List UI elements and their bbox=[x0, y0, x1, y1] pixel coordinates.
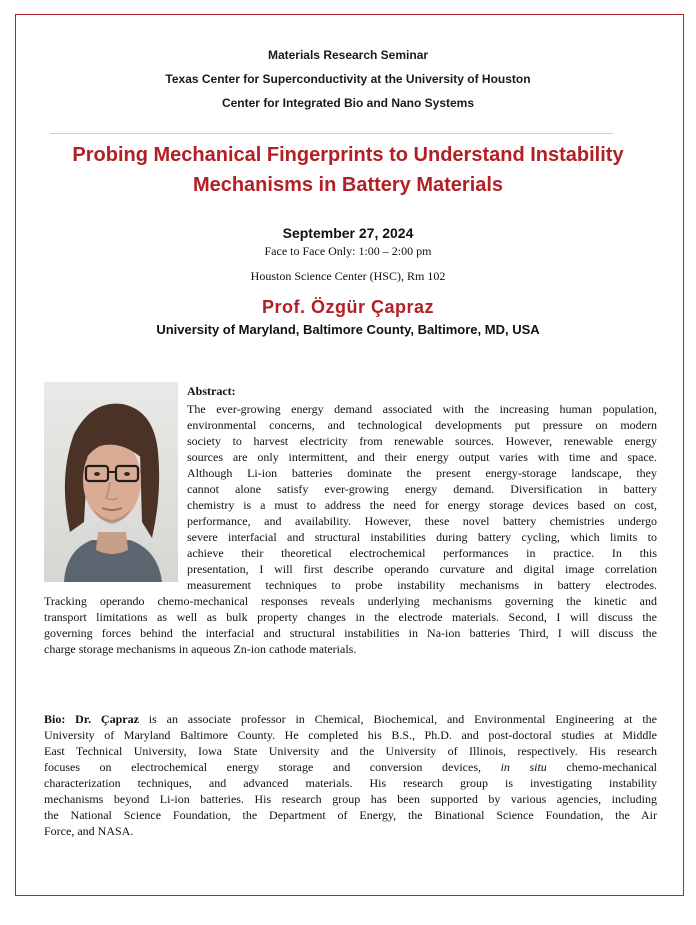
bio-line: University of Maryland Baltimore County. He completed his B.S., Ph.D. and post-doctoral studies at Middle bbox=[44, 728, 657, 742]
event-time: Face to Face Only: 1:00 – 2:00 pm bbox=[264, 244, 432, 258]
abstract-line: presentation, I will first describe operando curvature and digital image correlation bbox=[187, 562, 657, 576]
abstract-line: transport limitations as well as bulk property changes in the electrode materials. Second, I will discuss the bbox=[44, 610, 657, 624]
abstract-line: governing forces behind the interfacial and structural instabilities in Na-ion batteries Third, I will discuss the bbox=[44, 626, 657, 640]
speaker-affiliation: University of Maryland, Baltimore County, Baltimore, MD, USA bbox=[156, 322, 540, 337]
bio-label: Bio: Dr. Çapraz bbox=[44, 712, 139, 726]
talk-title bbox=[40, 140, 656, 200]
bio-line bbox=[44, 759, 657, 775]
abstract-line: chemistry is a must to address the need for energy storage devices based on cost, bbox=[187, 498, 657, 512]
bio-line: Force, and NASA. bbox=[44, 824, 134, 838]
bio-line-4-pre: focuses on electrochemical energy storage and conversion devices, bbox=[44, 760, 501, 774]
bio-line: characterization techniques, and advanced materials. His research group is investigating instability bbox=[44, 776, 657, 790]
bio-in-situ: in situ bbox=[500, 760, 547, 774]
event-date: September 27, 2024 bbox=[282, 225, 414, 241]
abstract-line: society to harvest electricity from renewable sources. However, renewable energy bbox=[187, 434, 657, 448]
abstract-line: Tracking operando chemo-mechanical responses reveals underlying mechanisms governing the kinetic and bbox=[44, 594, 657, 608]
bio-line bbox=[44, 711, 657, 727]
bio-line: the National Science Foundation, the Department of Energy, the Binational Science Foundation, the Air bbox=[44, 808, 657, 822]
bio-line: mechanisms beyond Li-ion batteries. His research group has been supported by various agencies, including bbox=[44, 792, 657, 806]
abstract-line: environmental concerns, and technological developments put pressure on modern bbox=[187, 418, 657, 432]
abstract-line: cannot alone satisfy ever-growing energy demand. Diversification in battery bbox=[187, 482, 657, 496]
host-center-name: Texas Center for Superconductivity at the University of Houston bbox=[165, 72, 531, 86]
abstract-line: charge storage mechanisms in aqueous Zn-ion cathode materials. bbox=[44, 642, 357, 656]
bio-line: East Technical University, Iowa State University and the University of Illinois, respectively. His research bbox=[44, 744, 657, 758]
bio-line-4-post: chemo-mechanical bbox=[546, 760, 657, 774]
speaker-name: Prof. Özgür Çapraz bbox=[261, 297, 435, 317]
seminar-series-title: Materials Research Seminar bbox=[267, 48, 429, 62]
talk-title-line-2: Mechanisms in Battery Materials bbox=[192, 174, 504, 196]
abstract-line: sources are only intermittent, and their energy output varies with time and space. bbox=[187, 450, 657, 464]
header-divider bbox=[50, 133, 613, 134]
event-venue: Houston Science Center (HSC), Rm 102 bbox=[250, 269, 446, 283]
abstract-line: Although Li-ion batteries dominate the present energy-storage landscape, they bbox=[187, 466, 657, 480]
abstract-line: performance, and availability. However, these novel battery chemistries undergo bbox=[187, 514, 657, 528]
abstract-line: The ever-growing energy demand associated with the increasing human population, bbox=[187, 402, 657, 416]
abstract-heading: Abstract: bbox=[187, 384, 236, 398]
speaker-photo bbox=[44, 382, 178, 582]
abstract-line: achieve their theoretical electrochemical performances in practice. In this bbox=[187, 546, 657, 560]
bio-line-1-text: is an associate professor in Chemical, Biochemical, and Environmental Engineering at the bbox=[138, 712, 657, 726]
talk-title-line-1: Probing Mechanical Fingerprints to Understand Instability bbox=[72, 144, 624, 166]
abstract-line: measurement techniques to probe instability mechanisms in battery electrodes. bbox=[187, 578, 657, 592]
abstract-line: severe interfacial and structural instabilities during battery cycling, which limits to bbox=[187, 530, 657, 544]
cohost-center-name: Center for Integrated Bio and Nano Systems bbox=[221, 96, 475, 110]
